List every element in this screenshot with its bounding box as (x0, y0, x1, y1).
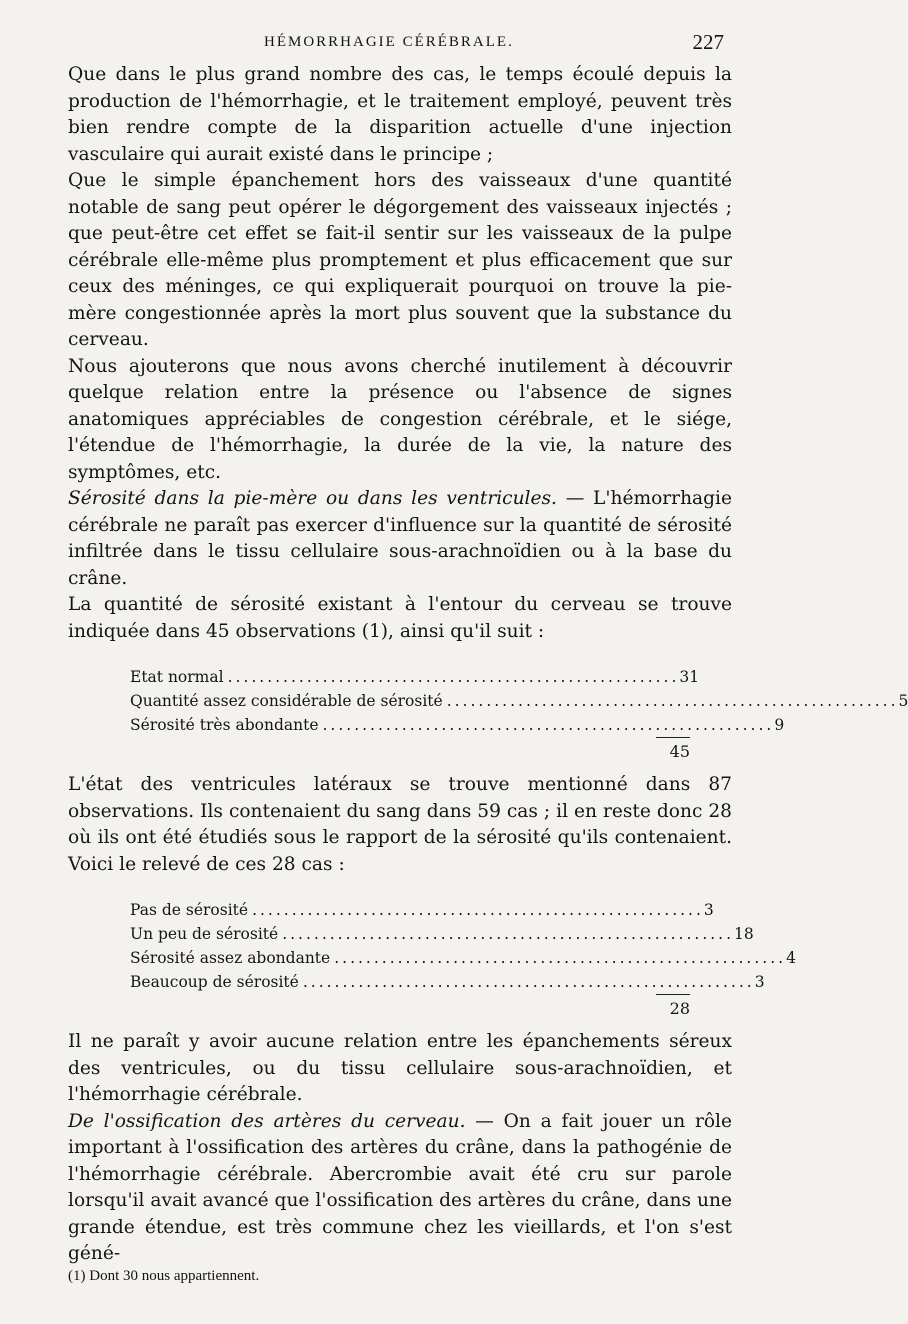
total-value: 45 (656, 737, 690, 764)
table-row: Quantité assez considérable de sérosité ......................................................... 5 (130, 689, 690, 713)
paragraph (68, 1109, 732, 1268)
running-title: HÉMORRHAGIE CÉRÉBRALE. (264, 34, 514, 50)
table-row: Beaucoup de sérosité ......................................................... 3 (130, 970, 690, 994)
ventricles-table (130, 898, 796, 1021)
paragraph: Que dans le plus grand nombre des cas, le temps écoulé depuis la production de l'hémorrhagie, et le traitement employé, peuvent très bien rendre compte de la disparition actuelle d'une injection vasculaire qui aurait existé dans le principe ; (68, 64, 732, 165)
row-label: Sérosité assez abondante (130, 949, 331, 967)
section-heading: De l'ossification des artères du cerveau. (68, 1110, 466, 1132)
row-label: Beaucoup de sérosité (130, 973, 299, 991)
row-value: 18 (734, 925, 754, 943)
table-row: Etat normal ......................................................... 31 (130, 665, 690, 689)
paragraph: Que le simple épanchement hors des vaisseaux d'une quantité notable de sang peut opérer le dégorgement des vaisseaux injectés ; que peut-être cet effet se fait-il sentir sur les vaisseaux de la pulpe cérébrale elle-même plus promptement et plus efficacement que sur ceux des méninges, ce qui expliquerait pourquoi on trouve la pie-mère congestionnée après la mort plus souvent que la substance du cerveau. (68, 170, 732, 350)
table-total (130, 994, 690, 1021)
footnote: (1) Dont 30 nous appartiennent. (68, 1268, 260, 1284)
table-row: Sérosité très abondante ......................................................... 9 (130, 713, 690, 737)
row-label: Pas de sérosité (130, 901, 249, 919)
paragraph: Nous ajouterons que nous avons cherché inutilement à découvrir quelque relation entre la présence ou l'absence de signes anatomiques appréciables de congestion cérébrale, et le siége, l'étendue de l'hémorrhagie, la durée de la vie, la nature des symptômes, etc. (68, 355, 732, 483)
row-label: Etat normal (130, 668, 224, 686)
page-number: 227 (692, 30, 724, 54)
row-value: 3 (754, 973, 765, 991)
table-row: Un peu de sérosité ......................................................... 18 (130, 922, 690, 946)
row-value: 31 (679, 668, 700, 686)
row-label: Sérosité très abondante (130, 716, 319, 734)
paragraph-text: — L'hémorrhagie cérébrale ne paraît pas exercer d'influence sur la quantité de sérosité infiltrée dans le tissu cellulaire sous-arachnoïdien ou à la base du crâne. (68, 488, 732, 589)
paragraph-text: — On a fait jouer un rôle important à l'ossification des artères du crâne, dans la pathogénie de l'hémorrhagie cérébrale. Abercrombie avait été cru sur parole lorsqu'il avait avancé que l'ossification des artères du crâne, dans une grande étendue, est très commune chez les vieillards, et l'on s'est géné- (68, 1110, 733, 1264)
paragraph: L'état des ventricules latéraux se trouve mentionné dans 87 observations. Ils contenaient du sang dans 59 cas ; il en reste donc 28 où ils ont été étudiés sous le rapport de la sérosité qu'ils contenaient. Voici le relevé de ces 28 cas : (68, 774, 732, 875)
row-value: 3 (703, 901, 714, 919)
row-label: Quantité assez considérable de sérosité (130, 692, 443, 710)
section-heading: Sérosité dans la pie-mère ou dans les ventricules. (68, 488, 557, 509)
total-value: 28 (656, 994, 690, 1021)
row-value: 5 (898, 692, 908, 710)
row-value: 9 (774, 716, 785, 734)
row-value: 4 (786, 949, 796, 967)
body-text (68, 62, 908, 1268)
table-total (130, 737, 690, 764)
paragraph: La quantité de sérosité existant à l'entour du cerveau se trouve indiquée dans 45 observations (1), ainsi qu'il suit : (68, 594, 732, 642)
paragraph (68, 486, 732, 592)
table-row: Sérosité assez abondante ......................................................... 4 (130, 946, 690, 970)
paragraph: Il ne paraît y avoir aucune relation entre les épanchements séreux des ventricules, ou du tissu cellulaire sous-arachnoïdien, et l'hémorrhagie cérébrale. (68, 1031, 732, 1105)
running-header (68, 30, 724, 60)
table-row: Pas de sérosité ......................................................... 3 (130, 898, 690, 922)
row-label: Un peu de sérosité (130, 925, 279, 943)
serosity-table (130, 665, 908, 764)
